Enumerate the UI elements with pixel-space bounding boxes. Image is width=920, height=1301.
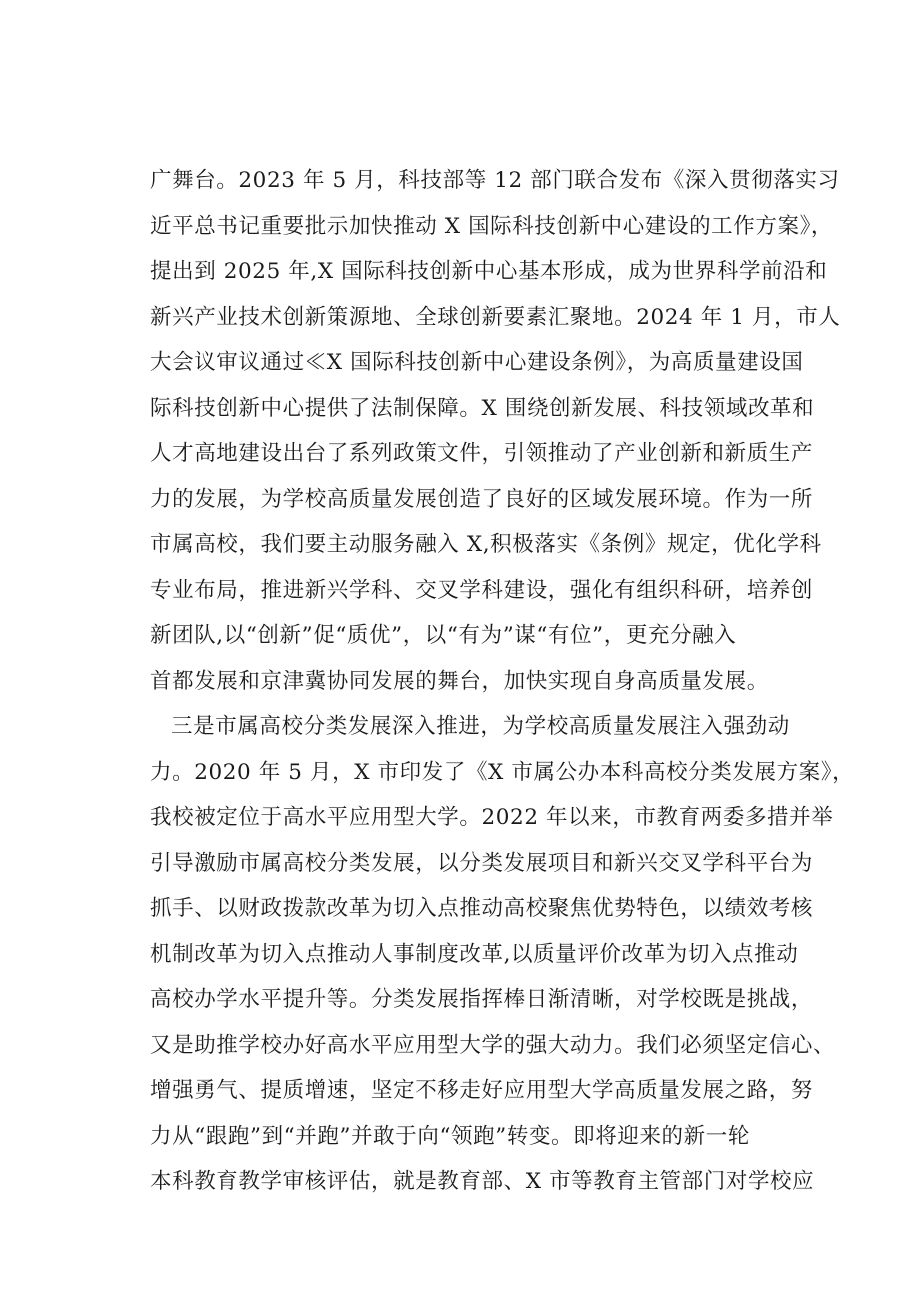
- text-line: 力从“跟跑”到“并跑”并敢于向“领跑”转变。即将迎来的新一轮: [150, 1123, 750, 1149]
- text-line: 力。2020 年 5 月，X 市印发了《X 市属公办本科高校分类发展方案》，: [150, 759, 855, 785]
- text-line: 机制改革为切入点推动人事制度改革,以质量评价改革为切入点推动: [150, 941, 799, 967]
- text-line: 三是市属高校分类发展深入推进，为学校高质量发展注入强劲动: [171, 714, 790, 739]
- document-body: [150, 158, 855, 1205]
- text-line: 又是助推学校办好高水平应用型大学的强大动力。我们必须坚定信心、: [150, 1032, 836, 1058]
- text-line: 引导激励市属高校分类发展，以分类发展项目和新兴交叉学科平台为: [150, 850, 814, 876]
- text-line: 市属高校，我们要主动服务融入 X,积极落实《条例》规定，优化学科: [150, 532, 822, 557]
- text-line: 力的发展，为学校高质量发展创造了良好的区域发展环境。作为一所: [150, 486, 814, 512]
- paragraph-2: [150, 704, 855, 1205]
- paragraph-1: [150, 158, 841, 704]
- text-line: 我校被定位于高水平应用型大学。2022 年以来，市教育两委多措并举: [150, 805, 834, 830]
- text-line: 高校办学水平提升等。分类发展指挥棒日渐清晰，对学校既是挑战，: [150, 987, 814, 1012]
- text-line: 新兴产业技术创新策源地、全球创新要素汇聚地。2024 年 1 月，市人: [150, 304, 841, 330]
- text-line: 本科教育教学审核评估，就是教育部、X 市等教育主管部门对学校应: [150, 1169, 815, 1194]
- text-line: 际科技创新中心提供了法制保障。X 围绕创新发展、科技领域改革和: [150, 395, 815, 421]
- text-line: 增强勇气、提质增速，坚定不移走好应用型大学高质量发展之路，努: [150, 1078, 814, 1103]
- text-line: 广舞台。2023 年 5 月，科技部等 12 部门联合发布《深入贯彻落实习: [150, 168, 840, 193]
- text-line: 新团队,以“创新”促“质优”，以“有为”谋“有位”，更充分融入: [150, 623, 737, 648]
- text-line: 提出到 2025 年,X 国际科技创新中心基本形成，成为世界科学前沿和: [150, 259, 828, 284]
- text-line: 首都发展和京津冀协同发展的舞台，加快实现自身高质量发展。: [150, 668, 769, 694]
- text-line: 抓手、以财政拨款改革为切入点推动高校聚焦优势特色，以绩效考核: [150, 896, 814, 921]
- text-line: 近平总书记重要批示加快推动 X 国际科技创新中心建设的工作方案》，: [150, 213, 834, 239]
- text-line: 专业布局，推进新兴学科、交叉学科建设，强化有组织科研，培养创: [150, 577, 814, 603]
- text-line: 大会议审议通过≪X 国际科技创新中心建设条例》，为高质量建设国: [150, 350, 804, 375]
- text-line: 人才高地建设出台了系列政策文件，引领推动了产业创新和新质生产: [150, 441, 814, 466]
